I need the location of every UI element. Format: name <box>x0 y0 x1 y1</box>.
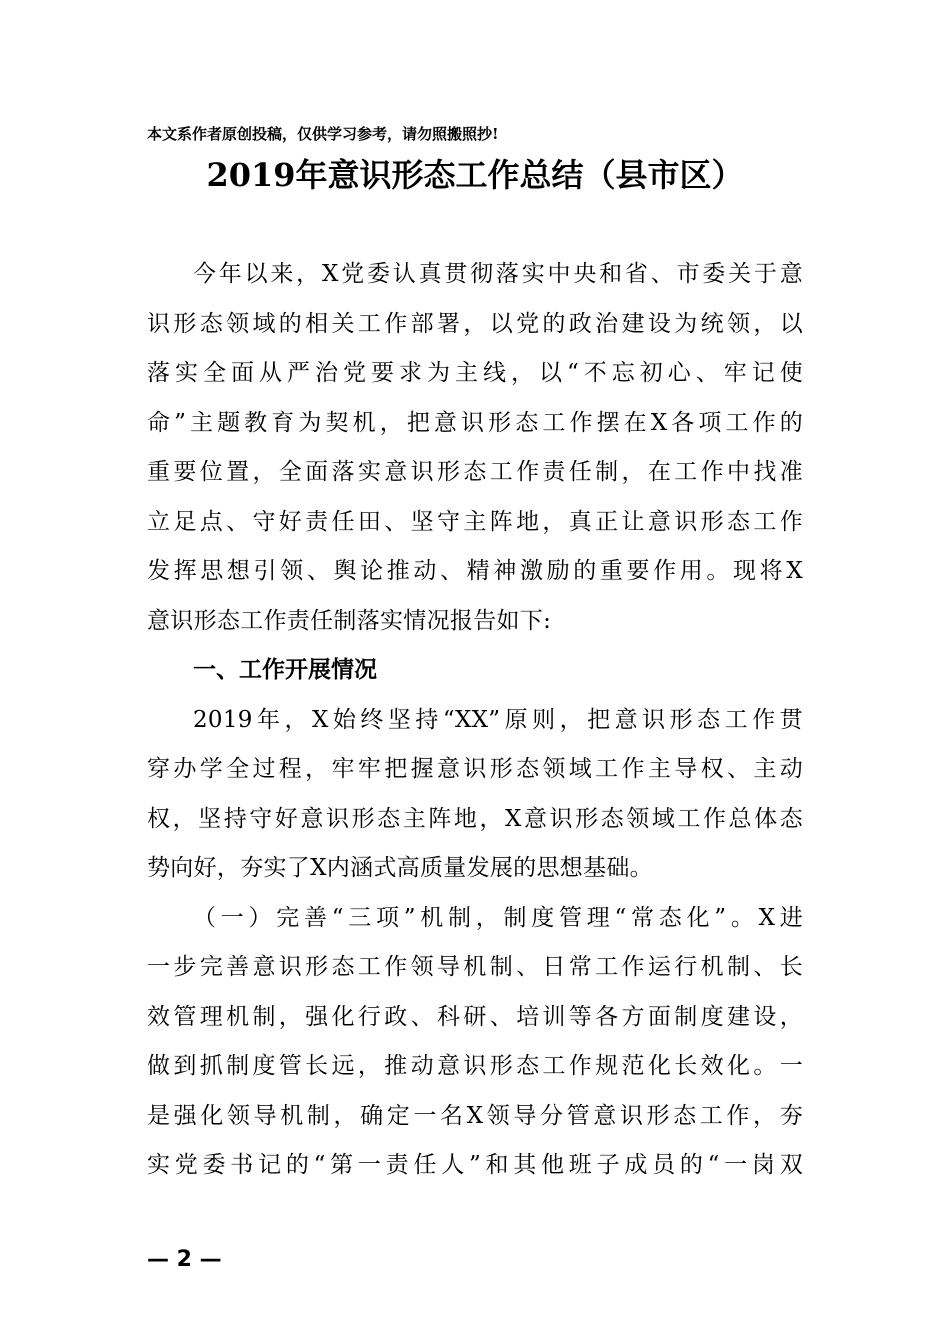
paragraph-line: 立足点、守好责任田、坚守主阵地，真正让意识形态工作 <box>147 508 803 535</box>
paragraph-line: 做到抓制度管长远，推动意识形态工作规范化长效化。一 <box>147 1053 803 1079</box>
paragraph-line: 重要位置，全面落实意识形态工作责任制，在工作中找准 <box>147 459 803 485</box>
intro-paragraph <box>147 250 803 646</box>
overview-paragraph <box>147 696 803 894</box>
mechanism-paragraph <box>147 894 803 1191</box>
paragraph-line: （一）完善“三项”机制，制度管理“常态化”。X进 <box>193 904 803 931</box>
paragraph-line: 2019年，X始终坚持“XX”原则，把意识形态工作贯 <box>193 706 803 733</box>
paragraph-line: 今年以来，X党委认真贯彻落实中央和省、市委关于意 <box>193 261 803 287</box>
copyright-notice: 本文系作者原创投稿，仅供学习参考，请勿照搬照抄! <box>147 125 499 143</box>
paragraph-line: 是强化领导机制，确定一名X领导分管意识形态工作，夯 <box>147 1102 803 1129</box>
section-heading: 一、工作开展情况 <box>193 657 377 683</box>
paragraph-line: 权，坚持守好意识形态主阵地，X意识形态领域工作总体态 <box>147 805 803 832</box>
document-title: 2019年意识形态工作总结（县市区） <box>206 156 744 194</box>
paragraph-line: 势向好，夯实了X内涵式高质量发展的思想基础。 <box>147 855 653 881</box>
document-body <box>147 250 803 1191</box>
paragraph-line: 实党委书记的“第一责任人”和其他班子成员的“一岗双 <box>147 1152 803 1178</box>
paragraph-line: 发挥思想引领、舆论推动、精神激励的重要作用。现将X <box>147 558 803 584</box>
paragraph-line: 识形态领域的相关工作部署，以党的政治建设为统领，以 <box>147 310 803 337</box>
paragraph-line: 命”主题教育为契机，把意识形态工作摆在X各项工作的 <box>147 409 803 436</box>
page-number: — 2 — <box>147 1247 222 1272</box>
paragraph-line: 落实全面从严治党要求为主线，以“不忘初心、牢记使 <box>147 360 803 386</box>
paragraph-line: 意识形态工作责任制落实情况报告如下: <box>147 607 552 634</box>
paragraph-line: 一步完善意识形态工作领导机制、日常工作运行机制、长 <box>147 954 803 980</box>
paragraph-line: 效管理机制，强化行政、科研、培训等各方面制度建设， <box>147 1003 803 1030</box>
paragraph-line: 穿办学全过程，牢牢把握意识形态领域工作主导权、主动 <box>147 756 803 782</box>
